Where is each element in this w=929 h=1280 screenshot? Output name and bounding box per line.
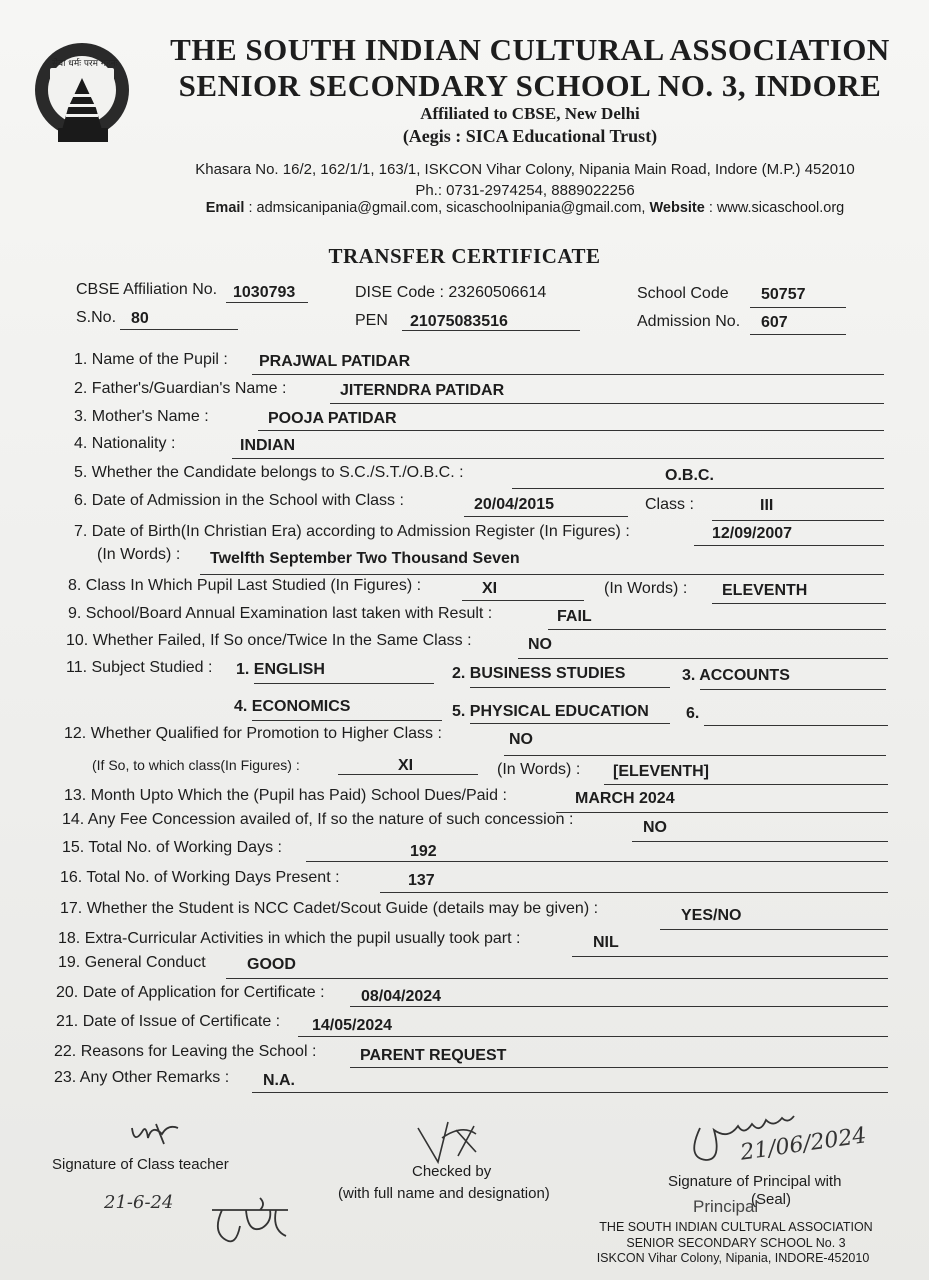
item-2-label: 2. Father's/Guardian's Name : [74, 380, 287, 397]
handwritten-date: 21-6-24 [104, 1192, 174, 1213]
stamp-line2: SENIOR SECONDARY SCHOOL No. 3 [626, 1236, 846, 1250]
item-11-label: 11. Subject Studied : [66, 659, 213, 676]
item-18-label: 18. Extra-Curricular Activities in which the pupil usually took part : [58, 930, 521, 947]
exam-result-value: FAIL [557, 608, 592, 625]
school-name-line2: SENIOR SECONDARY SCHOOL NO. 3, INDORE [178, 68, 882, 103]
item-12-label: 12. Whether Qualified for Promotion to Higher Class : [64, 725, 442, 742]
aegis-line: (Aegis : SICA Educational Trust) [402, 126, 658, 146]
item-10-label: 10. Whether Failed, If So once/Twice In the Same Class : [66, 632, 472, 649]
dob-words-value: Twelfth September Two Thousand Seven [210, 550, 520, 567]
item-20-label: 20. Date of Application for Certificate : [56, 984, 325, 1001]
last-class-words-label: (In Words) : [604, 580, 688, 597]
handwritten-hindi-signature [206, 1196, 306, 1256]
certificate-title: TRANSFER CERTIFICATE [328, 244, 601, 268]
item-13-label: 13. Month Upto Which the (Pupil has Paid) School Dues/Paid : [64, 787, 507, 804]
principal-date: 21/06/2024 [738, 1123, 868, 1166]
seal-label: (Seal) [751, 1191, 792, 1208]
school-code-value: 50757 [761, 286, 806, 303]
failed-value: NO [528, 636, 552, 653]
item-22-label: 22. Reasons for Leaving the School : [54, 1043, 317, 1060]
leaving-reason-value: PARENT REQUEST [360, 1047, 507, 1064]
application-date-value: 08/04/2024 [361, 988, 442, 1005]
checker-signature [412, 1118, 492, 1168]
fee-concession-value: NO [643, 819, 667, 836]
contact-line [140, 200, 910, 216]
item-19-label: 19. General Conduct [58, 954, 206, 971]
principal-stamp-label: Principal [693, 1197, 759, 1216]
sno-value: 80 [131, 310, 149, 327]
issue-date-value: 14/05/2024 [312, 1017, 393, 1034]
days-present-value: 137 [408, 872, 435, 889]
admission-class-label: Class : [645, 496, 694, 513]
item-7-label: 7. Date of Birth(In Christian Era) according to Admission Register (In Figures) : [74, 523, 630, 540]
sno-label: S.No. [76, 309, 117, 326]
ncc-value: YES/NO [681, 907, 742, 924]
item-1-label: 1. Name of the Pupil : [74, 351, 228, 368]
activities-value: NIL [593, 934, 619, 951]
admission-date-value: 20/04/2015 [474, 496, 555, 513]
dues-month-value: MARCH 2024 [575, 790, 675, 807]
admission-class-value: III [760, 497, 774, 514]
subject-5: 5. PHYSICAL EDUCATION [452, 703, 649, 720]
dob-figures-value: 12/09/2007 [712, 525, 793, 542]
address-line: Khasara No. 16/2, 162/1/1, 163/1, ISKCON Vihar Colony, Nipania Main Road, Indore (M.P.) 452010 [195, 161, 855, 178]
father-name-value: JITERNDRA PATIDAR [340, 382, 505, 399]
category-value: O.B.C. [665, 467, 714, 484]
checked-by-label: Checked by [412, 1163, 492, 1180]
subject-4: 4. ECONOMICS [234, 698, 351, 715]
item-9-label: 9. School/Board Annual Examination last taken with Result : [68, 605, 493, 622]
promotion-words-value: [ELEVENTH] [613, 763, 709, 780]
affiliation-label: CBSE Affiliation No. [76, 281, 218, 298]
last-class-words-value: ELEVENTH [722, 582, 808, 599]
website-label: Website [649, 200, 705, 216]
item-16-label: 16. Total No. of Working Days Present : [60, 869, 340, 886]
school-name-line1: THE SOUTH INDIAN CULTURAL ASSOCIATION [170, 32, 890, 67]
mother-name-value: POOJA PATIDAR [268, 410, 397, 427]
pen-label: PEN [355, 312, 388, 329]
class-teacher-label: Signature of Class teacher [52, 1156, 229, 1173]
email-label: Email [205, 200, 245, 216]
promotion-class-label: (If So, to which class(In Figures) : [92, 757, 300, 773]
item-8-label: 8. Class In Which Pupil Last Studied (In Figures) : [68, 577, 422, 594]
nationality-value: INDIAN [240, 437, 296, 454]
school-code-label: School Code [637, 285, 729, 302]
admission-label: Admission No. [637, 313, 741, 330]
stamp-line1: THE SOUTH INDIAN CULTURAL ASSOCIATION [599, 1220, 873, 1234]
pen-value: 21075083516 [410, 313, 508, 330]
school-logo-icon [32, 38, 132, 150]
dob-words-label: (In Words) : [97, 546, 181, 563]
checked-by-sub: (with full name and designation) [338, 1185, 550, 1202]
item-3-label: 3. Mother's Name : [74, 408, 209, 425]
conduct-value: GOOD [247, 956, 296, 973]
website-value: : www.sicaschool.org [708, 200, 845, 216]
item-14-label: 14. Any Fee Concession availed of, If so the nature of such concession : [62, 811, 574, 828]
admission-value: 607 [761, 314, 788, 331]
stamp-line3: ISKCON Vihar Colony, Nipania, INDORE-452010 [596, 1251, 870, 1265]
logo-motto: सेवा धर्मः परम गहनः [52, 59, 118, 69]
item-5-label: 5. Whether the Candidate belongs to S.C./S.T./O.B.C. : [74, 464, 464, 481]
item-4-label: 4. Nationality : [74, 435, 176, 452]
class-teacher-signature [126, 1114, 196, 1154]
affiliation-value: 1030793 [233, 284, 296, 301]
email-value: : admsicanipania@gmail.com, sicaschoolnipania@gmail.com, [248, 200, 646, 216]
item-15-label: 15. Total No. of Working Days : [62, 839, 282, 856]
affiliation-line: Affiliated to CBSE, New Delhi [420, 104, 640, 123]
dise-code: DISE Code : 23260506614 [355, 284, 547, 301]
working-days-value: 192 [410, 843, 437, 860]
item-21-label: 21. Date of Issue of Certificate : [56, 1013, 281, 1030]
promotion-words-label: (In Words) : [497, 761, 581, 778]
subject-1: 1. ENGLISH [236, 661, 325, 678]
item-23-label: 23. Any Other Remarks : [54, 1069, 230, 1086]
pupil-name-value: PRAJWAL PATIDAR [259, 353, 411, 370]
subject-3: 3. ACCOUNTS [682, 667, 790, 684]
promotion-value: NO [509, 731, 533, 748]
phone-line: Ph.: 0731-2974254, 8889022256 [415, 182, 635, 199]
item-6-label: 6. Date of Admission in the School with Class : [74, 492, 404, 509]
principal-label: Signature of Principal with [668, 1173, 842, 1190]
last-class-figures-value: XI [482, 580, 498, 597]
subject-2: 2. BUSINESS STUDIES [452, 665, 626, 682]
promotion-class-value: XI [398, 757, 414, 774]
subject-6: 6. [686, 705, 700, 722]
remarks-value: N.A. [263, 1072, 295, 1089]
item-17-label: 17. Whether the Student is NCC Cadet/Scout Guide (details may be given) : [60, 900, 599, 917]
